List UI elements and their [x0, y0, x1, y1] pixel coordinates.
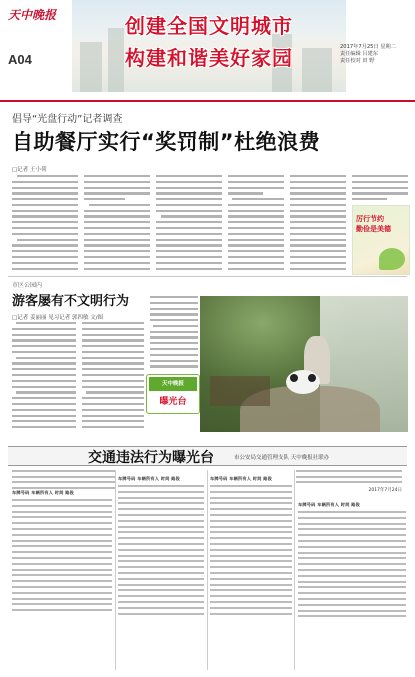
lead-column-5: [290, 175, 346, 273]
promo-badge: [146, 374, 200, 414]
second-column-1: [12, 322, 76, 432]
side-ad-text: 厉行节约 勤俭是美德: [356, 214, 391, 233]
violation-table-1: [12, 490, 112, 615]
issue-date: 2017年7月25日 星期二: [340, 44, 396, 50]
bottom-title: 交通违法行为曝光台: [88, 450, 214, 466]
second-column-2: [82, 322, 144, 432]
issue-meta: [340, 44, 396, 65]
promo-title: 曝光台: [159, 397, 187, 407]
lead-column-6: [352, 175, 408, 204]
lead-headline: 自助餐厅实行“奖罚制”杜绝浪费: [12, 130, 321, 154]
bottom-notice: [296, 470, 402, 493]
bottom-subtitle: 市公安局交通管理支队 天中晚报社联办: [234, 455, 330, 461]
editor-credit: 责任编辑 吕建东: [340, 51, 378, 57]
page-number: A04: [8, 52, 32, 67]
masthead-rule: [0, 100, 415, 102]
notice-date: 2017年7月24日: [368, 487, 402, 493]
lead-kicker: 倡导“光盘行动”记者调查: [12, 114, 123, 125]
lead-column-2: [84, 175, 150, 273]
table-header: 车牌号码 车辆所有人 时间 路段: [298, 502, 361, 507]
banner-slogan-2: 构建和谐美好家园: [125, 46, 293, 70]
second-kicker: 市区公园内: [12, 282, 43, 289]
second-byline: □记者 姜丽丽 见习记者 郭四敏 文/图: [12, 315, 104, 321]
newspaper-logo: 天中晚报: [8, 8, 57, 22]
panda-statue: [286, 370, 320, 394]
column-divider: [294, 470, 295, 670]
lead-byline: □记者 王小荷: [12, 167, 47, 173]
violation-table-4: [298, 502, 406, 621]
table-header: 车牌号码 车辆所有人 时间 路段: [118, 476, 181, 481]
masthead: [0, 0, 415, 104]
table-header: 车牌号码 车辆所有人 时间 路段: [210, 476, 273, 481]
column-divider: [207, 470, 208, 670]
lead-column-3: [156, 175, 222, 273]
lead-column-1: [12, 175, 78, 273]
proofreader-credit: 责任校对 田 野: [340, 58, 375, 64]
lead-column-4: [228, 175, 284, 273]
side-ad: [352, 205, 410, 275]
banner-image: [72, 0, 346, 92]
section-divider: [8, 276, 407, 277]
violation-table-2: [118, 476, 204, 618]
second-column-3: [150, 296, 198, 371]
second-headline: 游客屡有不文明行为: [12, 294, 130, 309]
violation-table-3: [210, 476, 292, 618]
leaf-icon: [379, 248, 405, 270]
banner-slogan-1: 创建全国文明城市: [125, 14, 293, 38]
bottom-intro: [12, 470, 116, 492]
news-photo: [200, 296, 408, 432]
column-divider: [115, 470, 116, 670]
promo-label: 天中晚报: [149, 377, 197, 391]
table-header: 车牌号码 车辆所有人 时间 路段: [12, 490, 75, 495]
